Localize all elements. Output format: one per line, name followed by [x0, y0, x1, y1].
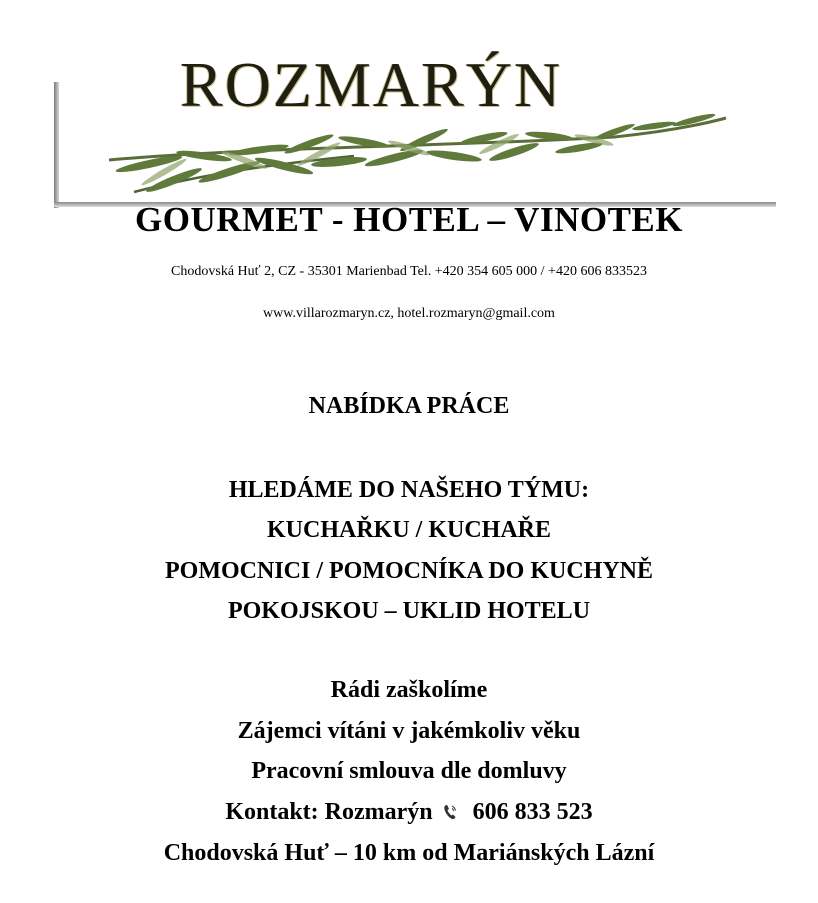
training-note: Rádi zaškolíme — [330, 677, 488, 703]
offer-heading: NABÍDKA PRÁCE — [308, 393, 510, 419]
offer-intro: HLEDÁME DO NAŠEHO TÝMU: — [228, 477, 590, 503]
hotel-subtitle: GOURMET - HOTEL – VINOTEK — [135, 200, 683, 239]
age-note: Zájemci vítáni v jakémkoliv věku — [237, 718, 581, 744]
hotel-address: Chodovská Huť 2, CZ - 35301 Marienbad Tel. +420 354 605 000 / +420 606 833523 — [171, 264, 647, 279]
contract-note: Pracovní smlouva dle domluvy — [251, 758, 567, 784]
position-item: POMOCNICI / POMOCNÍKA DO KUCHYNĚ — [165, 558, 653, 584]
phone-icon — [443, 800, 457, 827]
contact-label: Kontakt: Rozmarýn — [225, 799, 433, 825]
rosemary-sprig-icon — [109, 112, 726, 195]
location-note: Chodovská Huť – 10 km od Mariánských Lázní — [163, 840, 655, 866]
contact-line — [0, 799, 818, 827]
contact-phone: 606 833 523 — [472, 799, 593, 825]
position-item: POKOJSKOU – UKLID HOTELU — [227, 598, 591, 624]
hotel-web-contacts: www.villarozmaryn.cz, hotel.rozmaryn@gmail.com — [263, 306, 555, 321]
logo-wordmark: ROZMARÝN — [180, 49, 563, 120]
position-item: KUCHAŘKU / KUCHAŘE — [266, 517, 551, 543]
